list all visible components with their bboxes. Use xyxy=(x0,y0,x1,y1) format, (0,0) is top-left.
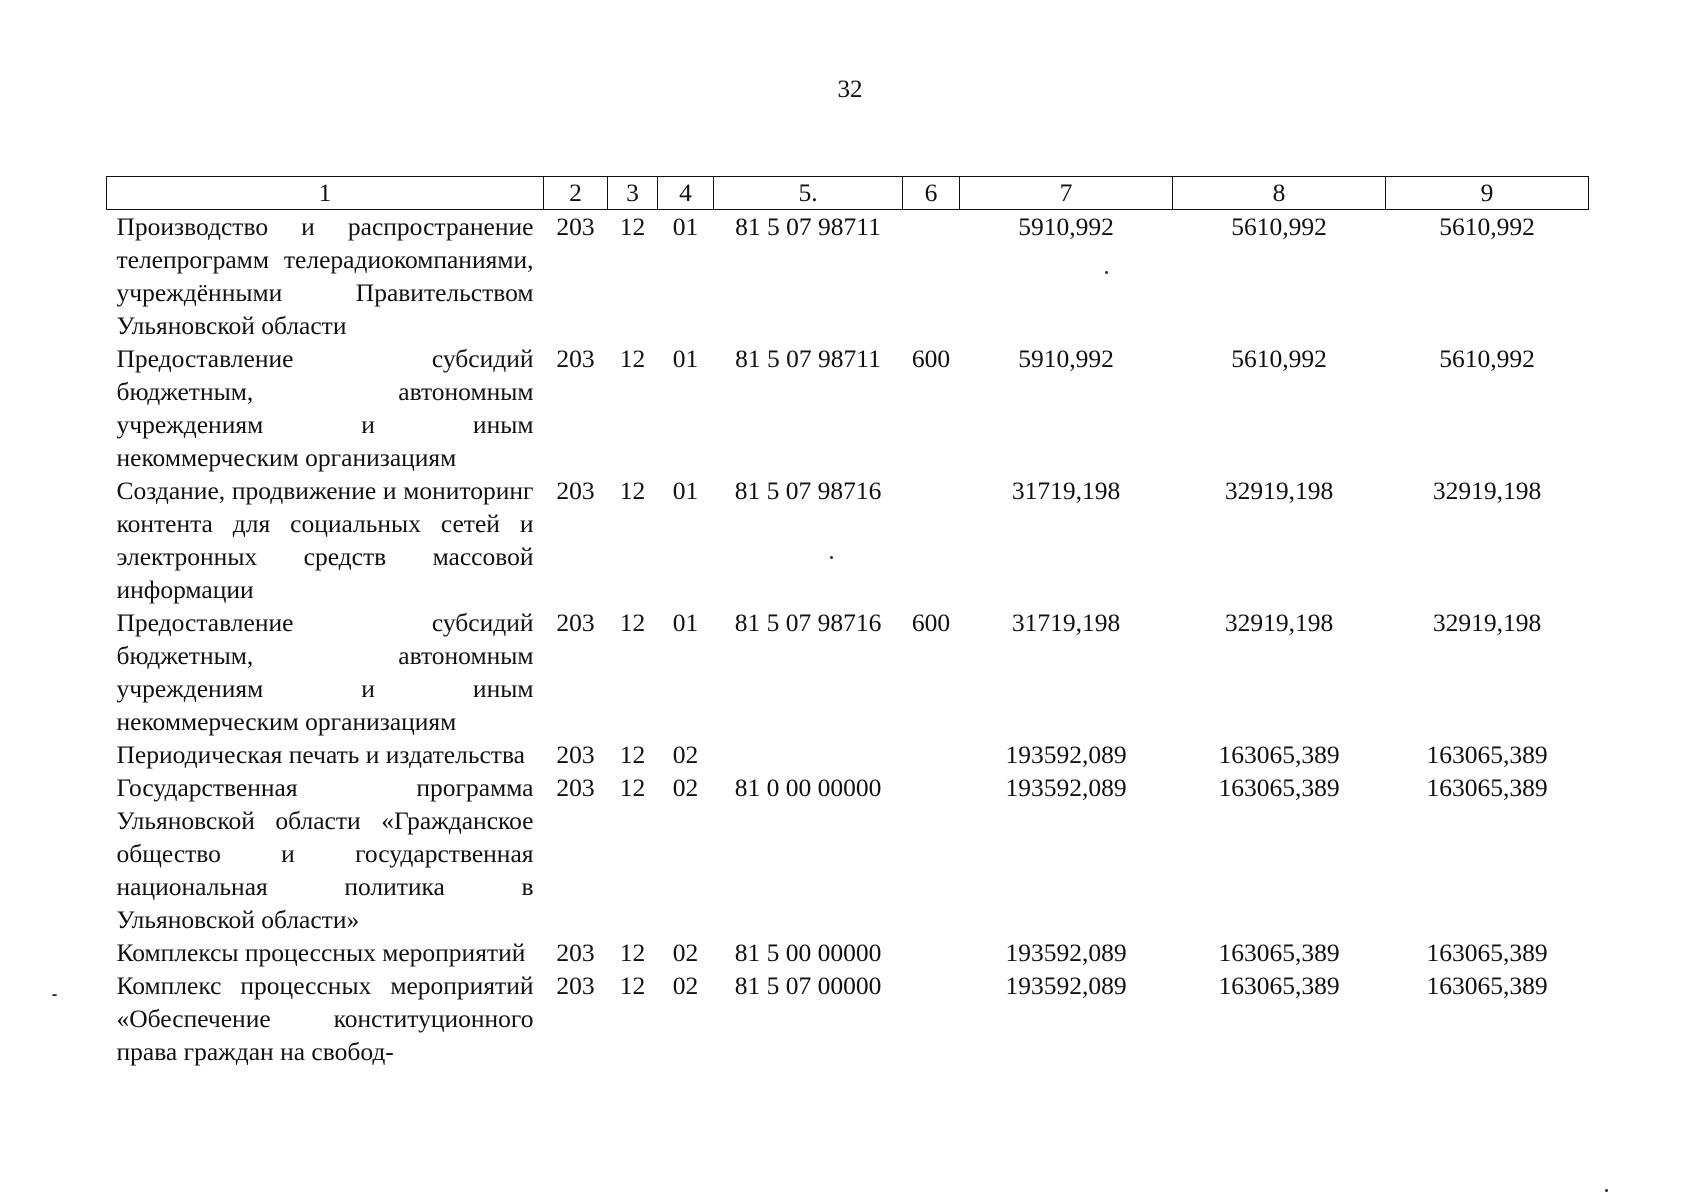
row-expense-type xyxy=(903,738,960,771)
row-expense-type xyxy=(903,969,960,1068)
row-description: Производство и распространение телепрограмм телерадиокомпаниями, учреждёнными Правительством Ульяновской области xyxy=(116,212,534,340)
row-amount-col7: 193592,089 xyxy=(1005,773,1127,802)
table-row xyxy=(107,210,1589,343)
budget-table xyxy=(106,176,1589,1068)
header-col-1: 1 xyxy=(107,177,544,210)
row-expense-type xyxy=(903,771,960,936)
row-description: Комплекс процессных мероприятий «Обеспечение конституционного права граждан на свобод- xyxy=(116,971,534,1066)
table-row xyxy=(107,936,1589,969)
row-subsection-code: 02 xyxy=(672,938,699,967)
row-section-code: 12 xyxy=(619,740,646,769)
row-amount-col8: 32919,198 xyxy=(1224,476,1334,505)
row-ministry-code: 203 xyxy=(556,971,595,1000)
row-expense-type xyxy=(903,210,960,343)
header-col-8: 8 xyxy=(1173,177,1386,210)
page-number: 32 xyxy=(837,76,863,103)
row-amount-col8: 163065,389 xyxy=(1218,938,1340,967)
row-amount-col9: 5610,992 xyxy=(1439,344,1535,373)
header-col-7: 7 xyxy=(960,177,1173,210)
row-section-code: 12 xyxy=(619,344,646,373)
header-col-5: 5. xyxy=(714,177,903,210)
row-amount-col7: 193592,089 xyxy=(1005,740,1127,769)
row-ministry-code: 203 xyxy=(556,938,595,967)
header-row xyxy=(107,177,1589,210)
row-description: Периодическая печать и издательства xyxy=(116,740,525,769)
row-amount-col7: 193592,089 xyxy=(1005,971,1127,1000)
header-col-2: 2 xyxy=(544,177,608,210)
row-section-code: 12 xyxy=(619,971,646,1000)
scan-speck xyxy=(1605,1189,1608,1192)
table-row xyxy=(107,969,1589,1068)
row-amount-col7: 31719,198 xyxy=(1011,476,1121,505)
row-ministry-code: 203 xyxy=(556,476,595,505)
row-ministry-code: 203 xyxy=(556,773,595,802)
row-amount-col7: 193592,089 xyxy=(1005,938,1127,967)
scan-speck xyxy=(830,556,833,559)
row-amount-col8: 5610,992 xyxy=(1231,212,1327,241)
row-expense-type: 600 xyxy=(911,608,951,637)
row-section-code: 12 xyxy=(619,212,646,241)
row-subsection-code: 01 xyxy=(672,212,699,241)
table-row xyxy=(107,771,1589,936)
row-subsection-code: 02 xyxy=(672,740,699,769)
row-section-code: 12 xyxy=(619,608,646,637)
row-amount-col7: 5910,992 xyxy=(1018,344,1114,373)
table-row xyxy=(107,606,1589,738)
row-description: Комплексы процессных мероприятий xyxy=(116,938,526,967)
header-col-4: 4 xyxy=(658,177,714,210)
row-description: Предоставление субсидий бюджетным, автономным учреждениям и иным некоммерческим организациям xyxy=(116,608,534,736)
row-subsection-code: 01 xyxy=(672,344,699,373)
row-subsection-code: 01 xyxy=(672,476,699,505)
scan-speck xyxy=(52,994,57,996)
row-target-article: 81 5 07 98716 xyxy=(734,476,882,505)
row-expense-type xyxy=(903,936,960,969)
row-amount-col8: 5610,992 xyxy=(1231,344,1327,373)
row-subsection-code: 02 xyxy=(672,773,699,802)
row-amount-col9: 163065,389 xyxy=(1426,740,1548,769)
row-amount-col9: 163065,389 xyxy=(1426,773,1548,802)
table-row xyxy=(107,342,1589,474)
row-ministry-code: 203 xyxy=(556,212,595,241)
row-amount-col9: 32919,198 xyxy=(1432,476,1542,505)
row-ministry-code: 203 xyxy=(556,344,595,373)
row-section-code: 12 xyxy=(619,476,646,505)
row-target-article: 81 5 07 98711 xyxy=(735,344,881,373)
row-amount-col8: 163065,389 xyxy=(1218,773,1340,802)
row-description: Государственная программа Ульяновской области «Гражданское общество и государственная национальная политика в Ульяновской области» xyxy=(116,773,534,934)
row-description: Предоставление субсидий бюджетным, автономным учреждениям и иным некоммерческим организациям xyxy=(116,344,534,472)
row-target-article: 81 5 07 98716 xyxy=(734,608,882,637)
row-amount-col7: 31719,198 xyxy=(1011,608,1121,637)
header-col-6: 6 xyxy=(903,177,960,210)
row-target-article: 81 0 00 00000 xyxy=(734,773,882,802)
scan-speck xyxy=(1105,271,1108,274)
row-expense-type xyxy=(903,474,960,606)
row-target-article: 81 5 07 98711 xyxy=(735,212,881,241)
header-col-9: 9 xyxy=(1386,177,1589,210)
row-description: Создание, продвижение и мониторинг контента для социальных сетей и электронных средств массовой информации xyxy=(116,476,534,604)
budget-table-wrap xyxy=(106,176,1588,1068)
row-amount-col8: 163065,389 xyxy=(1218,971,1340,1000)
row-amount-col9: 5610,992 xyxy=(1439,212,1535,241)
row-amount-col9: 32919,198 xyxy=(1432,608,1542,637)
row-ministry-code: 203 xyxy=(556,740,595,769)
table-row xyxy=(107,474,1589,606)
row-section-code: 12 xyxy=(619,938,646,967)
row-target-article: 81 5 00 00000 xyxy=(734,938,882,967)
row-target-article xyxy=(714,738,903,771)
row-ministry-code: 203 xyxy=(556,608,595,637)
row-expense-type: 600 xyxy=(911,344,951,373)
row-amount-col9: 163065,389 xyxy=(1426,971,1548,1000)
row-subsection-code: 02 xyxy=(672,971,699,1000)
row-amount-col7: 5910,992 xyxy=(1018,212,1114,241)
header-col-3: 3 xyxy=(608,177,658,210)
row-subsection-code: 01 xyxy=(672,608,699,637)
table-row xyxy=(107,738,1589,771)
row-amount-col9: 163065,389 xyxy=(1426,938,1548,967)
row-section-code: 12 xyxy=(619,773,646,802)
row-amount-col8: 163065,389 xyxy=(1218,740,1340,769)
row-amount-col8: 32919,198 xyxy=(1224,608,1334,637)
row-target-article: 81 5 07 00000 xyxy=(734,971,882,1000)
